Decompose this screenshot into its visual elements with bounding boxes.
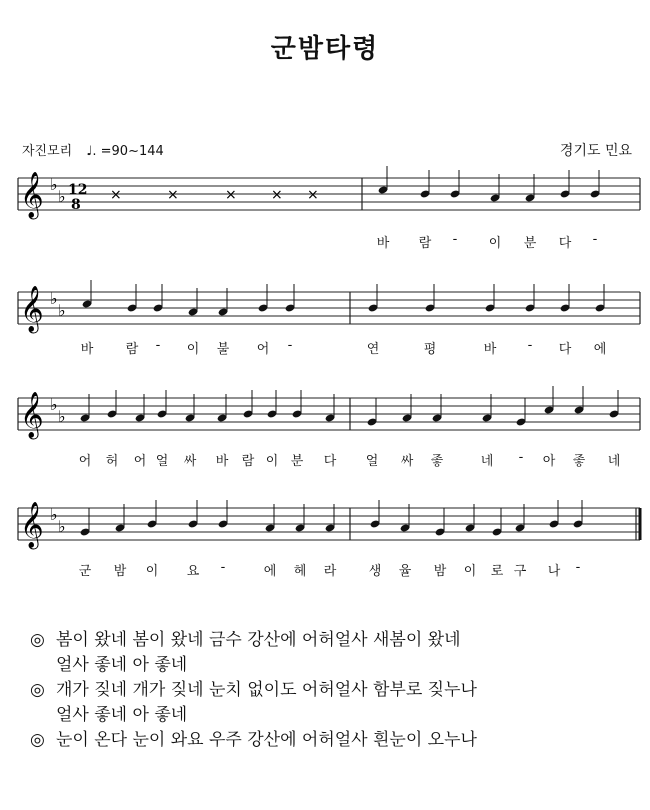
svg-text:8: 8 (71, 197, 81, 213)
svg-text:×: × (307, 187, 319, 203)
svg-text:♭: ♭ (50, 175, 58, 194)
verse-1 (30, 628, 630, 678)
lyric-syllable: 아 (542, 454, 556, 469)
lyric-syllable: 이 (463, 564, 477, 579)
tempo-value: ♩. =90~144 (86, 144, 164, 159)
lyric-syllable: 요 (186, 564, 200, 579)
lyric-syllable: 생 (368, 564, 382, 579)
verse-3 (30, 728, 630, 753)
lyric-syllable: - (575, 560, 581, 575)
lyric-syllable: 헤 (293, 564, 307, 579)
lyric-syllable: - (452, 232, 458, 247)
svg-text:♭: ♭ (50, 505, 58, 524)
verse-refrain: 얼사 좋네 아 좋네 (56, 705, 188, 725)
lyric-syllable: 밤 (113, 564, 127, 579)
verse-text: 눈이 온다 눈이 와요 우주 강산에 어허얼사 흰눈이 오누나 (56, 730, 477, 750)
lyric-syllable: 얼 (155, 454, 169, 469)
lyric-row (0, 560, 650, 580)
verses (30, 628, 630, 753)
tempo-style: 자진모리 (22, 144, 73, 159)
song-title: 군밤타령 (270, 34, 380, 64)
svg-text:𝄞: 𝄞 (20, 392, 44, 438)
lyric-syllable: 허 (105, 454, 119, 469)
lyric-syllable: 바 (483, 342, 497, 357)
lyric-syllable: - (220, 560, 226, 575)
lyric-syllable: 다 (323, 454, 337, 469)
lyric-syllable: 네 (480, 454, 494, 469)
svg-text:𝄞: 𝄞 (20, 286, 44, 332)
lyric-syllable: 바 (376, 236, 390, 251)
lyric-syllable: 좋 (572, 454, 586, 469)
lyric-syllable: 평 (423, 342, 437, 357)
lyric-syllable: 어 (78, 454, 92, 469)
svg-text:♭: ♭ (58, 517, 66, 536)
verse-mark: ◎ (30, 630, 45, 650)
svg-text:♭: ♭ (58, 187, 66, 206)
svg-text:×: × (271, 187, 283, 203)
lyric-syllable: 다 (558, 342, 572, 357)
lyric-syllable: 분 (523, 236, 537, 251)
lyric-syllable: 네 (607, 454, 621, 469)
lyric-syllable: 군 (78, 564, 92, 579)
lyric-syllable: 연 (366, 342, 380, 357)
lyric-syllable: 어 (133, 454, 147, 469)
lyric-syllable: 싸 (400, 454, 414, 469)
lyric-syllable: 바 (80, 342, 94, 357)
lyric-syllable: 이 (488, 236, 502, 251)
verse-text: 개가 짖네 개가 짖네 눈치 없이도 어허얼사 함부로 짖누나 (56, 680, 477, 700)
lyric-syllable: 에 (263, 564, 277, 579)
verse-mark: ◎ (30, 730, 45, 750)
lyric-syllable: 이 (145, 564, 159, 579)
svg-text:×: × (225, 187, 237, 203)
lyric-syllable: 얼 (365, 454, 379, 469)
staff-lines (18, 172, 640, 550)
svg-text:♭: ♭ (58, 301, 66, 320)
verse-refrain: 얼사 좋네 아 좋네 (56, 655, 188, 675)
verse-mark: ◎ (30, 680, 45, 700)
svg-text:♭: ♭ (58, 407, 66, 426)
svg-text:♭: ♭ (50, 289, 58, 308)
lyric-syllable: 이 (186, 342, 200, 357)
svg-text:×: × (167, 187, 179, 203)
lyric-syllable: 분 (290, 454, 304, 469)
lyric-syllable: 라 (323, 564, 337, 579)
svg-text:×: × (110, 187, 122, 203)
verse-text: 봄이 왔네 봄이 왔네 금수 강산에 어허얼사 새봄이 왔네 (56, 630, 461, 650)
lyric-syllable: 어 (256, 342, 270, 357)
song-origin: 경기도 민요 (559, 143, 632, 159)
lyric-syllable: 바 (215, 454, 229, 469)
lyric-syllable: 좋 (430, 454, 444, 469)
svg-text:♭: ♭ (50, 395, 58, 414)
lyric-syllable: 나 (547, 564, 561, 579)
lyric-syllable: 싸 (183, 454, 197, 469)
lyric-syllable: - (527, 338, 533, 353)
lyric-syllable: - (155, 338, 161, 353)
lyric-syllable: 다 (558, 236, 572, 251)
lyric-syllable: 밤 (433, 564, 447, 579)
verse-2 (30, 678, 630, 728)
svg-text:𝄞: 𝄞 (20, 172, 44, 218)
lyric-row (0, 338, 650, 358)
svg-text:12: 12 (68, 182, 88, 198)
svg-text:𝄞: 𝄞 (20, 502, 44, 548)
lyric-row (0, 232, 650, 252)
lyric-syllable: 불 (216, 342, 230, 357)
lyric-syllable: 람 (125, 342, 139, 357)
lyric-syllable: 구 (513, 564, 527, 579)
lyric-row (0, 450, 650, 470)
lyric-syllable: 로 (490, 564, 504, 579)
lyric-syllable: 람 (418, 236, 432, 251)
lyric-syllable: 이 (265, 454, 279, 469)
lyric-syllable: 율 (398, 564, 412, 579)
lyric-syllable: 람 (241, 454, 255, 469)
lyric-syllable: 에 (593, 342, 607, 357)
lyric-syllable: - (592, 232, 598, 247)
lyric-syllable: - (287, 338, 293, 353)
lyric-syllable: - (518, 450, 524, 465)
